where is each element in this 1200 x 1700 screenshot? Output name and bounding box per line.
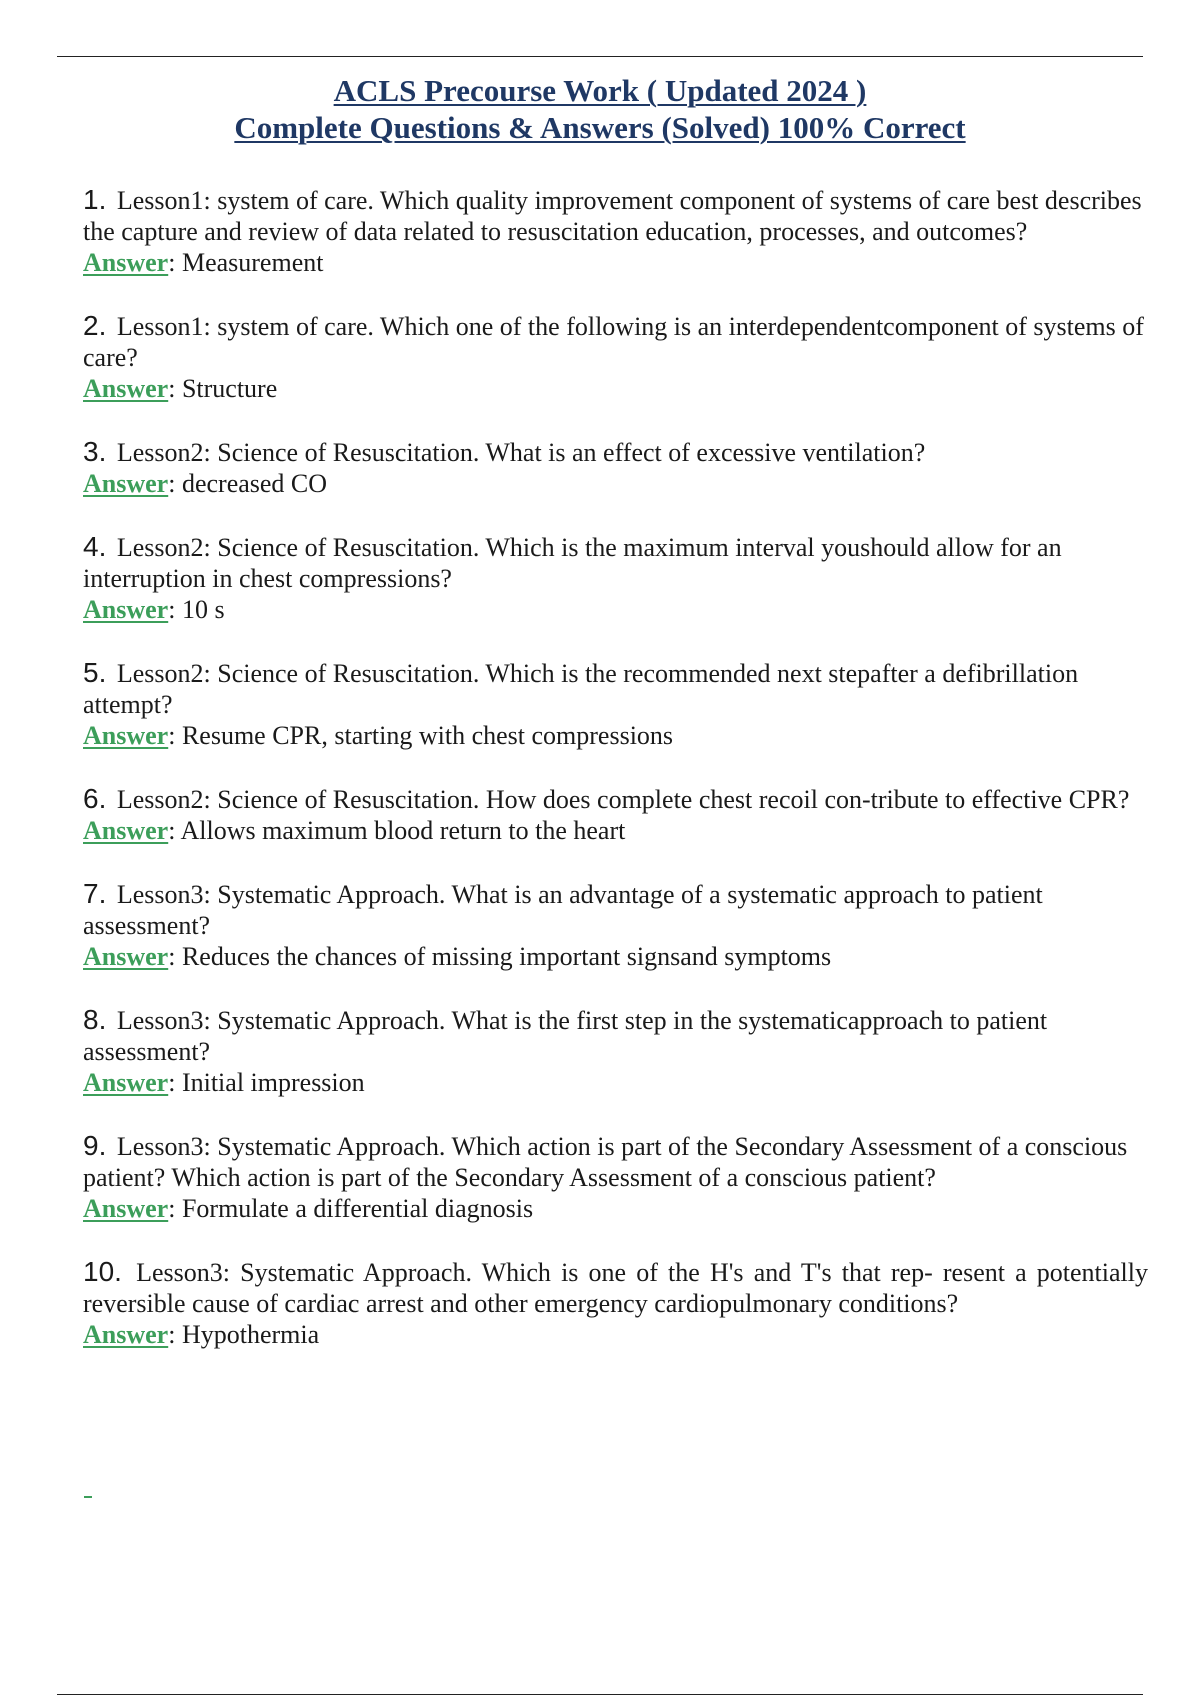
answer: Answer: Measurement: [83, 248, 324, 277]
answer: Answer: Resume CPR, starting with chest compressions: [83, 721, 674, 750]
answer: Answer: Reduces the chances of missing important signsand symptoms: [83, 942, 832, 971]
answer-label: Answer: [83, 1068, 169, 1097]
answer: Answer: Formulate a differential diagnosis: [83, 1194, 534, 1223]
answer-label: Answer: [83, 942, 169, 971]
answer-label: Answer: [83, 1194, 169, 1223]
question-number: 6.: [83, 783, 107, 814]
question: [83, 783, 1148, 815]
question-text: Lesson2: Science of Resuscitation. What is an effect of excessive ventilation?: [116, 438, 926, 467]
answer-text: decreased CO: [181, 469, 328, 498]
question: [83, 657, 1148, 720]
answer-text: Reduces the chances of missing important signsand symptoms: [181, 942, 832, 971]
qa-item: [83, 184, 1148, 278]
top-rule: [57, 56, 1143, 57]
question-text: Lesson3: Systematic Approach. What is an advantage of a systematic approach to patient assessment?: [83, 880, 1043, 940]
answer-label: Answer: [83, 248, 169, 277]
question-text: Lesson2: Science of Resuscitation. Which is the recommended next stepafter a defibrillation attempt?: [83, 659, 1079, 719]
answer-text: 10 s: [181, 595, 225, 624]
answer: Answer: Initial impression: [83, 1068, 365, 1097]
qa-item: [83, 783, 1148, 846]
answer: Answer: 10 s: [83, 595, 225, 624]
question: [83, 436, 1148, 468]
question-text: Lesson1: system of care. Which quality improvement component of systems of care best describes the capture and review of data related to resuscitation education, processes, and outcomes?: [83, 186, 1142, 246]
question-text: Lesson2: Science of Resuscitation. How does complete chest recoil con-tribute to effective CPR?: [116, 785, 1130, 814]
answer: Answer: Hypothermia: [83, 1320, 320, 1349]
question: [83, 184, 1148, 247]
question-number: 8.: [83, 1004, 107, 1035]
question: [83, 531, 1148, 594]
question-number: 4.: [83, 531, 107, 562]
question: [83, 1130, 1148, 1193]
answer-text: Allows maximum blood return to the heart: [180, 816, 626, 845]
qa-item: [83, 436, 1148, 499]
answer: Answer: Allows maximum blood return to the heart: [83, 816, 626, 845]
answer-label: Answer: [83, 469, 169, 498]
bottom-rule: [57, 1694, 1143, 1695]
answer-label: Answer: [83, 721, 169, 750]
document-title: [0, 72, 1200, 146]
title-line-2: Complete Questions & Answers (Solved) 100% Correct: [234, 110, 966, 145]
question-text: Lesson3: Systematic Approach. Which action is part of the Secondary Assessment of a conscious patient? Which action is part of the Secondary Assessment of a conscious patient?: [83, 1132, 1128, 1192]
question: [83, 1256, 1148, 1319]
answer: Answer: Structure: [83, 374, 278, 403]
question-text: Lesson1: system of care. Which one of the following is an interdependentcomponent of systems of care?: [83, 312, 1144, 372]
question-text: Lesson2: Science of Resuscitation. Which is the maximum interval youshould allow for an interruption in chest compressions?: [83, 533, 1062, 593]
qa-item: [83, 1130, 1148, 1224]
question-text: Lesson3: Systematic Approach. What is the first step in the systematicapproach to patient assessment?: [83, 1006, 1048, 1066]
qa-item: [83, 1256, 1148, 1350]
answer-text: Structure: [181, 374, 278, 403]
answer-label: Answer: [83, 816, 169, 845]
trailing-mark: [84, 1496, 92, 1498]
question-number: 1.: [83, 184, 107, 215]
question-number: 10.: [83, 1256, 122, 1287]
question: [83, 1004, 1148, 1067]
qa-item: [83, 657, 1148, 751]
answer-label: Answer: [83, 1320, 169, 1349]
qa-list: [83, 184, 1148, 1382]
title-line-1: ACLS Precourse Work ( Updated 2024 ): [333, 73, 867, 108]
question: [83, 310, 1148, 373]
answer-text: Formulate a differential diagnosis: [181, 1194, 534, 1223]
qa-item: [83, 310, 1148, 404]
question-text: Lesson3: Systematic Approach. Which is one of the H's and T's that rep- resent a potentially reversible cause of cardiac arrest and other emergency cardiopulmonary conditions?: [83, 1258, 1148, 1318]
answer-text: Resume CPR, starting with chest compressions: [181, 721, 674, 750]
question-number: 9.: [83, 1130, 107, 1161]
question-number: 5.: [83, 657, 107, 688]
answer: Answer: decreased CO: [83, 469, 328, 498]
question-number: 2.: [83, 310, 107, 341]
answer-text: Hypothermia: [181, 1320, 320, 1349]
qa-item: [83, 1004, 1148, 1098]
qa-item: [83, 878, 1148, 972]
answer-label: Answer: [83, 595, 169, 624]
question: [83, 878, 1148, 941]
question-number: 7.: [83, 878, 107, 909]
answer-text: Initial impression: [181, 1068, 365, 1097]
answer-text: Measurement: [181, 248, 324, 277]
qa-item: [83, 531, 1148, 625]
question-number: 3.: [83, 436, 107, 467]
answer-label: Answer: [83, 374, 169, 403]
